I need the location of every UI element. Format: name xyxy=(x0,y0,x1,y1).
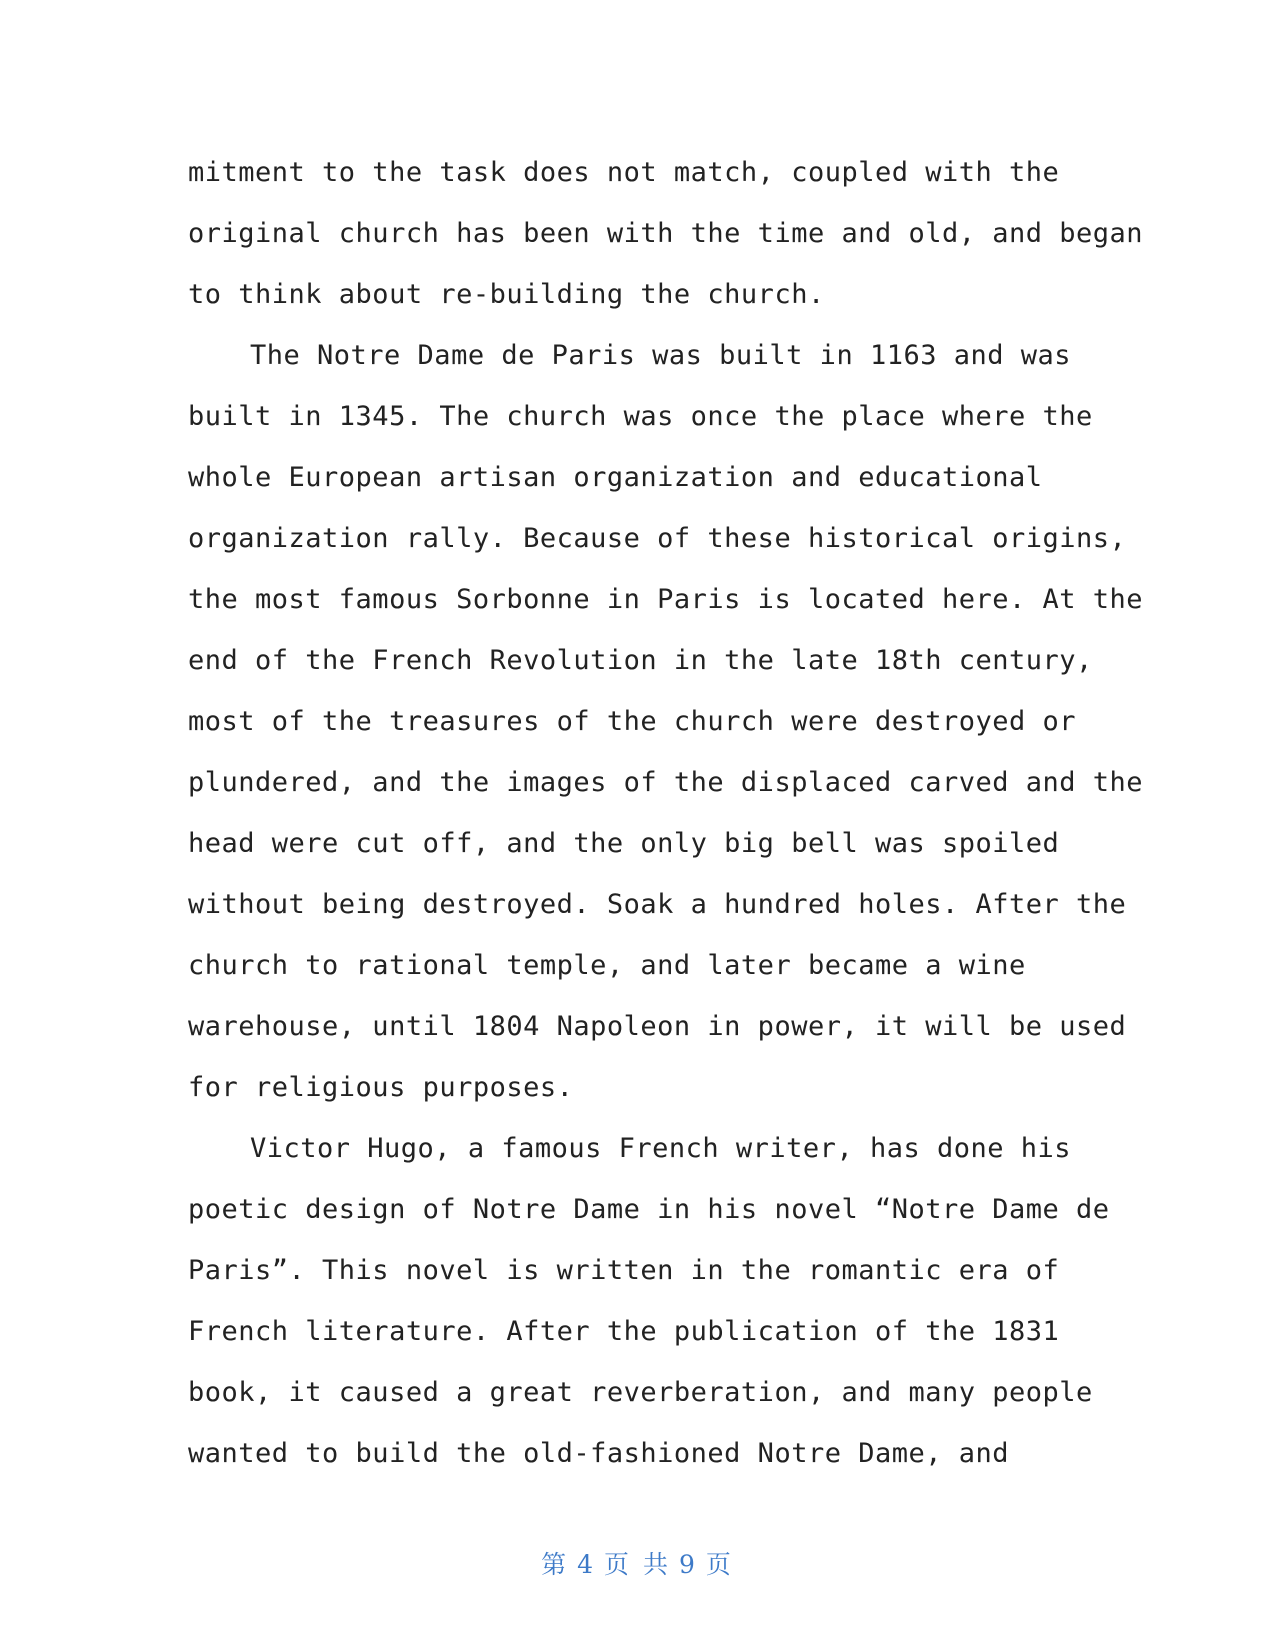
current-page-number: 4 xyxy=(577,1550,597,1579)
text-line: organization rally. Because of these historical origins, xyxy=(188,523,1127,554)
text-line: for religious purposes. xyxy=(188,1072,574,1103)
text-line: French literature. After the publication of the 1831 xyxy=(188,1316,1060,1347)
text-line: Paris”. This novel is written in the romantic era of xyxy=(188,1255,1060,1286)
text-line: head were cut off, and the only big bell was spoiled xyxy=(188,828,1060,859)
page-label-suffix: 页 xyxy=(705,1550,734,1579)
page-label-mid: 页 共 xyxy=(604,1550,671,1579)
text-line: most of the treasures of the church were destroyed or xyxy=(188,706,1077,737)
text-line: the most famous Sorbonne in Paris is located here. At the xyxy=(188,584,1144,615)
text-line: whole European artisan organization and educational xyxy=(188,462,1043,493)
text-line: without being destroyed. Soak a hundred holes. After the xyxy=(188,889,1127,920)
text-line: warehouse, until 1804 Napoleon in power, it will be used xyxy=(188,1011,1127,1042)
page-label-prefix: 第 xyxy=(541,1550,570,1579)
text-line: wanted to build the old-fashioned Notre Dame, and xyxy=(188,1438,1010,1469)
paragraph-start-line: Victor Hugo, a famous French writer, has done his xyxy=(250,1133,1072,1164)
text-line: to think about re-building the church. xyxy=(188,279,825,310)
paragraph-start-line: The Notre Dame de Paris was built in 1163 and was xyxy=(250,340,1072,371)
text-line: book, it caused a great reverberation, and many people xyxy=(188,1377,1093,1408)
text-line: original church has been with the time and old, and began xyxy=(188,218,1144,249)
page-footer xyxy=(0,1545,1275,1581)
text-line: end of the French Revolution in the late 18th century, xyxy=(188,645,1093,676)
total-page-count: 9 xyxy=(678,1550,698,1579)
text-line: poetic design of Notre Dame in his novel “Notre Dame de xyxy=(188,1194,1110,1225)
text-line: church to rational temple, and later became a wine xyxy=(188,950,1026,981)
document-body xyxy=(188,142,1144,1484)
text-line: plundered, and the images of the displaced carved and the xyxy=(188,767,1144,798)
text-line: built in 1345. The church was once the place where the xyxy=(188,401,1093,432)
text-line: mitment to the task does not match, coupled with the xyxy=(188,157,1060,188)
